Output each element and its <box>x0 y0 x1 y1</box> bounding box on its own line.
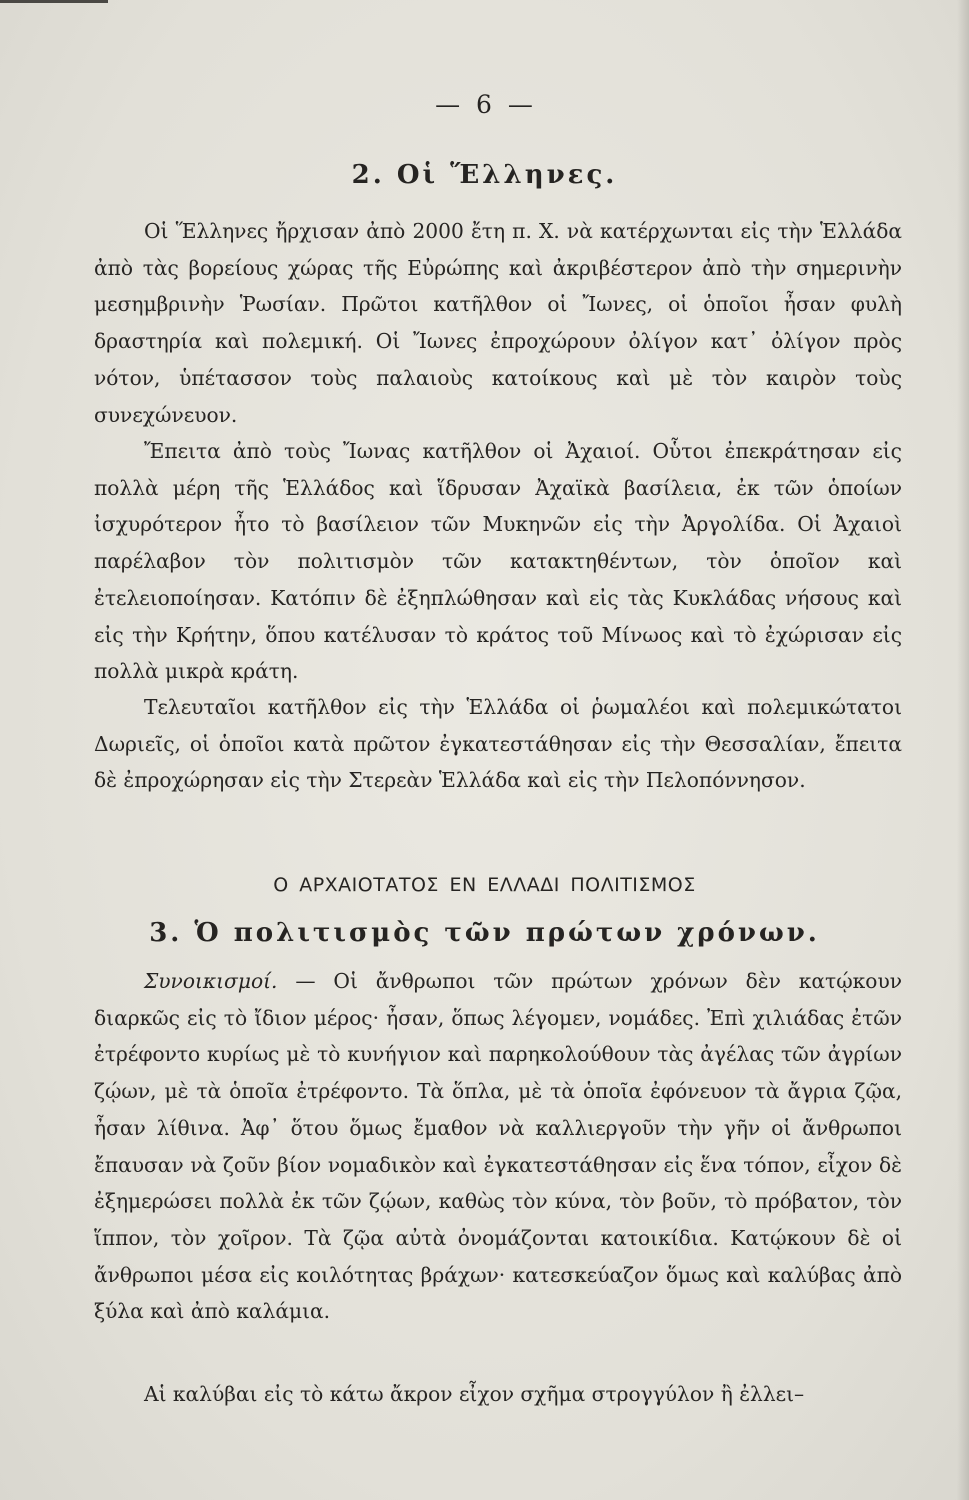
section-3-paragraph-1 <box>94 963 902 1330</box>
section-3-paragraph-1-text: — Οἱ ἄνθρωποι τῶν πρώτων χρόνων δὲν κατῴκουν διαρκῶς εἰς τὸ ἴδιον μέρος· ἦσαν, ὅπως λέγομεν, νομάδες. Ἐπὶ χιλιάδας ἐτῶν ἐτρέφοντο κυρίως μὲ τὸ κυνήγιον καὶ παρηκολούθουν τὰς ἀγέλας τῶν ἀγρίων ζῴων, μὲ τὰ ὁποῖα ἐτρέφοντο. Τὰ ὅπλα, μὲ τὰ ὁποῖα ἐφόνευον τὰ ἄγρια ζῷα, ἦσαν λίθινα. Ἀφ᾿ ὅτου ὅμως ἔμαθον νὰ καλλιεργοῦν τὴν γῆν οἱ ἄνθρωποι ἔπαυσαν νὰ ζοῦν βίον νομαδικὸν καὶ ἐγκατεστάθησαν εἰς ἕνα τόπον, εἶχον δὲ ἐξημερώσει πολλὰ ἐκ τῶν ζῴων, καθὼς τὸν κύνα, τὸν βοῦν, τὸ πρόβατον, τὸν ἵππον, τὸν χοῖρον. Τὰ ζῷα αὐτὰ ὀνομάζονται κατοικίδια. Κατῴκουν δὲ οἱ ἄνθρωποι μέσα εἰς κοιλότητας βράχων· κατεσκεύαζον ὅμως καὶ καλύβας ἀπὸ ξύλα καὶ ἀπὸ καλάμια. <box>94 969 902 1324</box>
section-3-paragraph-2: Αἱ καλύβαι εἰς τὸ κάτω ἄκρον εἶχον σχῆμα στρογγύλον ἢ ἐλλει– <box>144 1382 805 1406</box>
scan-corner-mark <box>0 0 108 3</box>
section-2-paragraph-3: Τελευταῖοι κατῆλθον εἰς τὴν Ἑλλάδα οἱ ῥωμαλέοι καὶ πολεμικώτατοι Δωριεῖς, οἱ ὁποῖοι κατὰ πρῶτον ἐγκατεστάθησαν εἰς τὴν Θεσσαλίαν, ἔπειτα δὲ ἐπροχώρησαν εἰς τὴν Στερεὰν Ἑλλάδα καὶ εἰς τὴν Πελοπόννησον. <box>94 695 902 793</box>
section-2-heading: 2. Οἱ Ἕλληνες. <box>351 160 618 190</box>
section-3-heading: 3. Ὁ πολιτισμὸς τῶν πρώτων χρόνων. <box>149 918 820 948</box>
section-2-paragraph-1: Οἱ Ἕλληνες ἤρχισαν ἀπὸ 2000 ἔτη π. Χ. νὰ κατέρχωνται εἰς τὴν Ἑλλάδα ἀπὸ τὰς βορείους χώρας τῆς Εὐρώπης καὶ ἀκριβέστερον ἀπὸ τὴν σημερινὴν μεσημβρινὴν Ῥωσίαν. Πρῶτοι κατῆλθον οἱ Ἴωνες, οἱ ὁποῖοι ἦσαν φυλὴ δραστηρία καὶ πολεμική. Οἱ Ἴωνες ἐπροχώρουν ὀλίγον κατ᾿ ὀλίγον πρὸς νότον, ὑπέτασσον τοὺς παλαιοὺς κατοίκους καὶ μὲ τὸν καιρὸν τοὺς συνεχώνευον. <box>94 219 902 427</box>
subsection-lead-title: Συνοικισμοί. <box>144 969 278 993</box>
section-2-paragraph-2: Ἔπειτα ἀπὸ τοὺς Ἴωνας κατῆλθον οἱ Ἀχαιοί. Οὗτοι ἐπεκράτησαν εἰς πολλὰ μέρη τῆς Ἑλλάδος καὶ ἵδρυσαν Ἀχαϊκὰ βασίλεια, ἐκ τῶν ὁποίων ἰσχυρότερον ἦτο τὸ βασίλειον τῶν Μυκηνῶν εἰς τὴν Ἀργολίδα. Οἱ Ἀχαιοὶ παρέλαβον τὸν πολιτισμὸν τῶν κατακτηθέντων, τὸν ὁποῖον καὶ ἐτελειοποίησαν. Κατόπιν δὲ ἐξηπλώθησαν καὶ εἰς τὰς Κυκλάδας νήσους καὶ εἰς τὴν Κρήτην, ὅπου κατέλυσαν τὸ κράτος τοῦ Μίνωος καὶ τὸ ἐχώρισαν εἰς πολλὰ μικρὰ κράτη. <box>94 439 902 684</box>
page-edge-shadow <box>957 0 969 1500</box>
page-number: — 6 — <box>435 90 534 119</box>
part-title: Ο ΑΡΧΑΙΟΤΑΤΟΣ ΕΝ ΕΛΛΑΔΙ ΠΟΛΙΤΙΣΜΟΣ <box>273 874 696 896</box>
